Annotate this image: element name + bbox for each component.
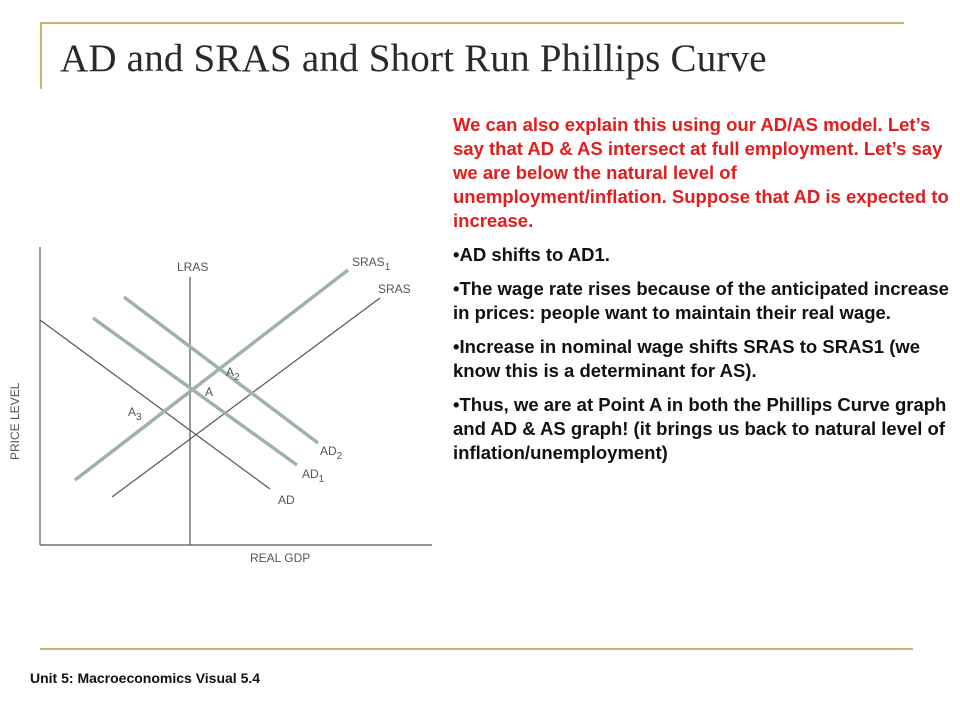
point-a2-label: $A_2$ (226, 365, 240, 383)
sras1-curve (75, 270, 348, 480)
bullet-point-a: •Thus, we are at Point A in both the Phillips Curve graph and AD & AS graph! (it brings us back to natural level of inflation/unemployment) (453, 394, 947, 463)
y-axis-label: PRICE LEVEL (8, 382, 22, 460)
footer-rule (40, 648, 913, 650)
sras1-label: $SRAS_1$ (352, 255, 391, 273)
slide-title: AD and SRAS and Short Run Phillips Curve (60, 37, 767, 80)
ad-curve (40, 320, 270, 489)
sras-label: SRAS (378, 282, 411, 296)
point-a3-label: $A_3$ (128, 405, 142, 423)
point-a-label: A (205, 385, 214, 399)
ad1-label: $AD_1$ (302, 467, 325, 485)
sras-curve (112, 298, 380, 497)
bullet-wage-rise: •The wage rate rises because of the anticipated increase in prices: people want to maintain their real wage. (453, 278, 949, 323)
intro-paragraph: We can also explain this using our AD/AS model. Let’s say that AD & AS intersect at full employment. Let’s say we are below the natural level of unemployment/inflation. Suppose that AD is expected to increase. (453, 114, 949, 231)
bullet-ad-shift: •AD shifts to AD1. (453, 244, 610, 265)
title-left-rule (40, 22, 42, 89)
ad-as-diagram (0, 240, 440, 570)
bullet-sras-shift: •Increase in nominal wage shifts SRAS to SRAS1 (we know this is a determinant for AS). (453, 336, 921, 381)
x-axis-label: REAL GDP (250, 551, 311, 565)
lras-label: LRAS (177, 260, 209, 274)
ad2-label: $AD_2$ (320, 444, 343, 462)
explanation-text (453, 113, 953, 475)
footer-text: Unit 5: Macroeconomics Visual 5.4 (30, 670, 261, 686)
title-top-rule (40, 22, 904, 24)
ad-label: AD (278, 493, 295, 507)
